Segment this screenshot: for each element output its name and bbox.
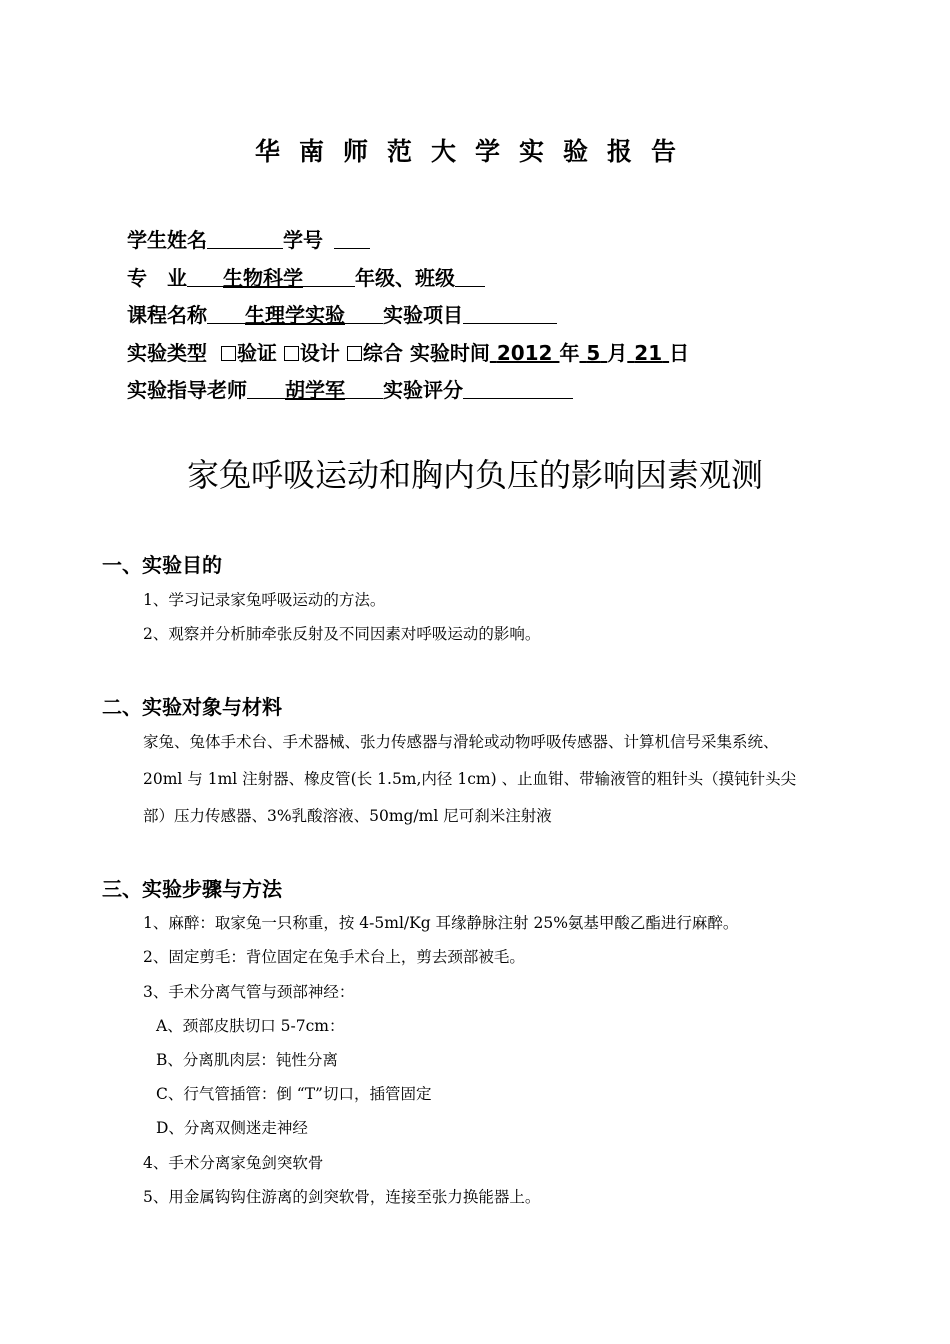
method-substep-a: A、颈部皮肤切口 5-7cm： <box>156 1017 345 1035</box>
type-option-design: 设计 <box>299 341 340 365</box>
method-substep-d: D、分离双侧迷走神经 <box>156 1119 308 1137</box>
materials-line-3: 部）压力传感器、3%乳酸溶液、50mg/ml 尼可刹米注射液 <box>143 807 552 825</box>
info-line-course <box>127 299 557 328</box>
section-heading-methods: 三、实验步骤与方法 <box>102 877 282 901</box>
type-option-comprehensive: 综合 <box>362 341 403 365</box>
teacher-pre-blank <box>247 380 285 399</box>
purpose-line-1: 1、学习记录家兔呼吸运动的方法。 <box>143 591 386 609</box>
section-heading-purpose: 一、实验目的 <box>102 553 222 577</box>
experiment-title: 家兔呼吸运动和胸内负压的影响因素观测 <box>186 456 763 494</box>
info-line-student <box>127 224 370 253</box>
major-pre-blank <box>187 268 223 287</box>
course-post-blank <box>345 305 383 324</box>
score-blank <box>463 380 573 399</box>
score-label: 实验评分 <box>383 378 463 402</box>
day-unit: 日 <box>669 341 690 365</box>
major-value: 生物科学 <box>223 266 303 290</box>
student-id-blank <box>334 230 370 249</box>
type-label: 实验类型 <box>127 341 207 365</box>
checkbox-design <box>284 346 299 361</box>
major-post-blank <box>303 268 355 287</box>
teacher-value: 胡学军 <box>285 378 345 402</box>
checkbox-verify <box>221 346 236 361</box>
year-unit: 年 <box>559 341 580 365</box>
method-step-4: 4、手术分离家兔剑突软骨 <box>143 1154 324 1172</box>
report-title: 华南师范大学实验报告 <box>254 137 695 166</box>
type-option-verify: 验证 <box>236 341 277 365</box>
time-label: 实验时间 <box>409 341 490 365</box>
method-step-1: 1、麻醉：取家兔一只称重，按 4-5ml/Kg 耳缘静脉注射 25%氨基甲酸乙酯进行麻醉。 <box>143 914 739 932</box>
info-line-type <box>127 337 689 366</box>
teacher-label: 实验指导老师 <box>127 378 247 402</box>
student-name-blank <box>207 230 283 249</box>
time-day: 21 <box>634 341 663 365</box>
section-heading-materials: 二、实验对象与材料 <box>102 695 282 719</box>
method-step-3: 3、手术分离气管与颈部神经： <box>143 983 355 1001</box>
time-month: 5 <box>586 341 601 365</box>
project-label: 实验项目 <box>383 303 463 327</box>
method-step-2: 2、固定剪毛：背位固定在兔手术台上，剪去颈部被毛。 <box>143 948 525 966</box>
method-substep-c: C、行气管插管：倒 “T”切口，插管固定 <box>156 1085 432 1103</box>
method-substep-b: B、分离肌肉层：钝性分离 <box>156 1051 338 1069</box>
materials-line-2: 20ml 与 1ml 注射器、橡皮管(长 1.5m,内径 1cm) 、止血钳、带输液管的粗针头（摸钝针头尖 <box>143 770 797 788</box>
course-value: 生理学实验 <box>245 303 345 327</box>
student-id-label: 学号 <box>283 228 323 252</box>
month-unit: 月 <box>607 341 628 365</box>
project-blank <box>463 305 557 324</box>
materials-line-1: 家兔、兔体手术台、手术器械、张力传感器与滑轮或动物呼吸传感器、计算机信号采集系统、 <box>143 733 779 751</box>
info-line-major <box>127 262 485 291</box>
major-label: 专 业 <box>127 266 187 290</box>
course-label: 课程名称 <box>127 303 207 327</box>
purpose-line-2: 2、观察并分析肺牵张反射及不同因素对呼吸运动的影响。 <box>143 625 541 643</box>
info-line-teacher <box>127 374 573 403</box>
grade-label: 年级、班级 <box>355 266 455 290</box>
grade-blank <box>455 268 485 287</box>
teacher-post-blank <box>345 380 383 399</box>
course-pre-blank <box>207 305 245 324</box>
student-name-label: 学生姓名 <box>127 228 207 252</box>
time-year: 2012 <box>496 341 553 365</box>
checkbox-comprehensive <box>347 346 362 361</box>
method-step-5: 5、用金属钩钩住游离的剑突软骨，连接至张力换能器上。 <box>143 1188 541 1206</box>
